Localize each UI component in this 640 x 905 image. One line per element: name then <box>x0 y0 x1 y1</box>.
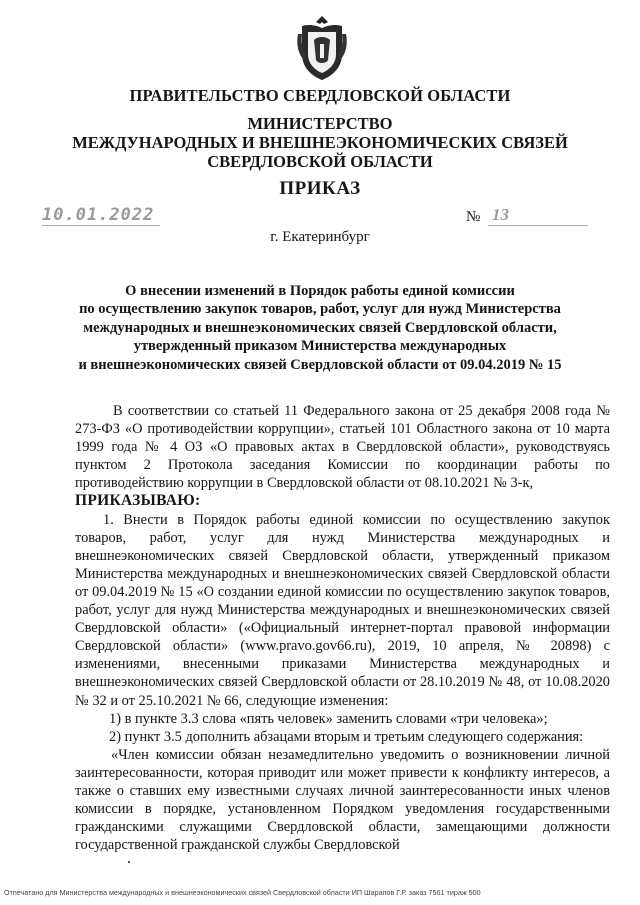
ministry-line: МЕЖДУНАРОДНЫХ И ВНЕШНЕЭКОНОМИЧЕСКИХ СВЯЗЕЙ <box>72 133 568 152</box>
order-title <box>60 282 580 374</box>
preamble-paragraph: В соответствии со статьей 11 Федерального закона от 25 декабря 2008 года № 273-ФЗ «О противодействии коррупции», статьей 101 Областного закона от 10 марта 1999 года № 4 ОЗ «О правовых актах в Свердловской области», руководствуясь пунктом 2 Протокола заседания Комиссии по координации работы по противодействию коррупции в Свердловской области от 08.10.2021 № 3-к, <box>75 403 610 492</box>
government-name: ПРАВИТЕЛЬСТВО СВЕРДЛОВСКОЙ ОБЛАСТИ <box>129 86 511 105</box>
ministry-line: СВЕРДЛОВСКОЙ ОБЛАСТИ <box>207 152 433 171</box>
scan-speck <box>128 861 130 863</box>
order-date: 10.01.2022 <box>42 205 160 226</box>
order-word: ПРИКАЗЫВАЮ: <box>75 492 201 510</box>
order-number: 13 <box>488 205 588 226</box>
document-type: ПРИКАЗ <box>279 178 361 199</box>
print-footer: Отпечатано для Министерства международных и внешнеэкономических связей Свердловской области ИП Шарапов Г.Р. заказ 7561 тираж 500 <box>4 888 481 897</box>
coat-of-arms-icon <box>294 14 350 82</box>
order-number-label: № <box>466 209 481 225</box>
item-1-paragraph: 1. Внести в Порядок работы единой комиссии по осуществлению закупок товаров, работ, услуг для нужд Министерства международных и внешнеэкономических связей Свердловской области, утвержденный приказом Министерства международных и внешнеэкономических связей Свердловской области от 09.04.2019 № 15 «О создании единой комиссии по осуществлению закупок товаров, работ, услуг для нужд Министерства международных и внешнеэкономических связей Свердловской области» («Официальный интернет-портал правовой информации Свердловской области» (www.pravo.gov66.ru), 2019, 10 апреля, № 20898) с изменениями, внесенными приказами Министерства международных и внешнеэкономических связей Свердловской области от 28.10.2019 № 48, от 10.08.2020 № 32 и от 25.10.2021 № 66, следующие изменения: <box>75 511 610 709</box>
subitem-2: 2) пункт 3.5 дополнить абзацами вторым и третьим следующего содержания: <box>109 728 584 745</box>
title-line: утвержденный приказом Министерства международных <box>133 338 507 355</box>
quoted-paragraph: «Член комиссии обязан незамедлительно уведомить о возникновении личной заинтересованности, которая приводит или может привести к конфликту интересов, а также о ставших ему известными случаях личной заинтересованности иных членов комиссии в порядке, установленном Порядком уведомления государственными гражданскими служащими Свердловской области, замещающими должности государственной гражданской службы Свердловской <box>75 746 610 854</box>
title-line: по осуществлению закупок товаров, работ, услуг для нужд Министерства <box>79 301 561 318</box>
city: г. Екатеринбург <box>270 229 370 245</box>
subitem-1: 1) в пункте 3.3 слова «пять человек» заменить словами «три человека»; <box>109 710 548 727</box>
title-line: международных и внешнеэкономических связей Свердловской области, <box>83 319 557 336</box>
ministry-name <box>0 114 640 171</box>
ministry-line: МИНИСТЕРСТВО <box>247 114 393 133</box>
title-line: и внешнеэкономических связей Свердловской области от 09.04.2019 № 15 <box>78 356 562 373</box>
order-body <box>75 402 610 854</box>
title-line: О внесении изменений в Порядок работы единой комиссии <box>125 283 515 299</box>
